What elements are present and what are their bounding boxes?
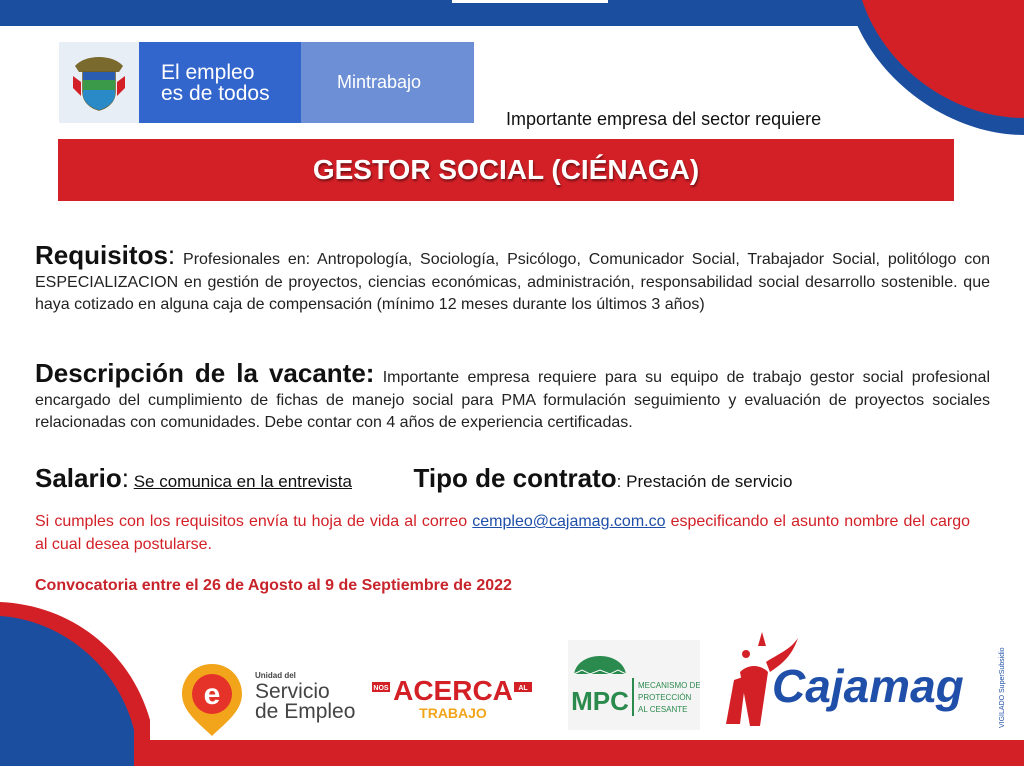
gov-slogan	[139, 42, 301, 123]
colombia-shield-icon	[59, 42, 139, 123]
svg-text:AL CESANTE: AL CESANTE	[638, 705, 688, 714]
salary-heading: Salario	[35, 463, 122, 493]
description-section	[35, 358, 991, 435]
svg-text:TRABAJO: TRABAJO	[419, 705, 487, 721]
svg-text:MECANISMO DE: MECANISMO DE	[638, 681, 700, 690]
apply-text-before: Si cumples con los requisitos envía tu hoja de vida al correo	[35, 513, 468, 530]
slogan-line2: es de todos	[161, 81, 270, 105]
intro-text: Importante empresa del sector requiere	[506, 109, 822, 129]
salary-value: Se comunica en la entrevista	[133, 472, 352, 491]
description-heading: Descripción de la vacante:	[35, 358, 375, 388]
email-link[interactable]: cempleo@cajamag.com.co	[472, 513, 666, 530]
svg-text:Cajamag: Cajamag	[772, 660, 964, 712]
svg-text:e: e	[203, 678, 221, 711]
cajamag-logo	[720, 628, 1010, 732]
salary-contract-row: Salario: Se comunica en la entrevista Tipo de contrato: Prestación de servicio	[35, 463, 793, 493]
svg-text:MPC: MPC	[571, 686, 629, 716]
svg-text:ACERCA: ACERCA	[393, 675, 513, 706]
svg-text:Servicio: Servicio	[255, 680, 330, 703]
apply-instructions	[35, 510, 970, 556]
dates-text: Convocatoria entre el 26 de Agosto al 9 de Septiembre de 2022	[35, 577, 512, 594]
requirements-heading: Requisitos	[35, 240, 168, 270]
description-text: Importante empresa requiere para su equipo de trabajo gestor social profesional encargado del cumplimiento de fichas de manejo social para PMA formulación seguimiento y evaluación de proyectos sociales relacionadas con comunidades. Debe contar con 4 años de experiencia certificadas.	[35, 369, 991, 431]
requirements-section: Requisitos: Profesionales en: Antropología, Sociología, Psicólogo, Comunicador Social, Trabajador Social, politólogo con ESPECIALIZACION en gestión de proyectos, ciencias económicas, administración, responsabilidad social desarrollo sostenible. que haya cotizado en alguna caja de compensación (mínimo 12 meses durante los últimos 3 años)	[35, 240, 990, 313]
apply-text-after: especificando el asunto nombre del cargo al cual desea postularse.	[35, 513, 970, 553]
servicio-empleo-logo	[180, 658, 370, 738]
svg-text:Unidad del: Unidad del	[255, 671, 296, 680]
contract-value: Prestación de servicio	[626, 472, 793, 491]
contract-heading: Tipo de contrato	[413, 463, 617, 493]
svg-text:NOS: NOS	[373, 685, 389, 692]
job-title: GESTOR SOCIAL (CIÉNAGA)	[312, 154, 700, 185]
requirements-text: Profesionales en: Antropología, Sociología, Psicólogo, Comunicador Social, Trabajador Social, politólogo con ESPECIALIZACION en gestión de proyectos, ciencias económicas, administración, responsabilidad social desarrollo sostenible. que haya cotizado en alguna caja de compensación (mínimo 12 meses durante los últimos 3 años)	[35, 251, 990, 313]
slogan-line1: El empleo	[161, 60, 255, 84]
svg-text:PROTECCIÓN: PROTECCIÓN	[638, 693, 692, 702]
government-banner	[59, 42, 474, 123]
ministry-label: Mintrabajo	[301, 42, 474, 123]
mpc-logo	[568, 640, 700, 730]
nos-acerca-logo	[372, 670, 534, 724]
title-bar	[58, 139, 954, 201]
svg-text:VIGILADO SuperSubsidio: VIGILADO SuperSubsidio	[999, 647, 1006, 728]
svg-text:de Empleo: de Empleo	[255, 700, 356, 723]
svg-text:AL: AL	[518, 685, 528, 692]
